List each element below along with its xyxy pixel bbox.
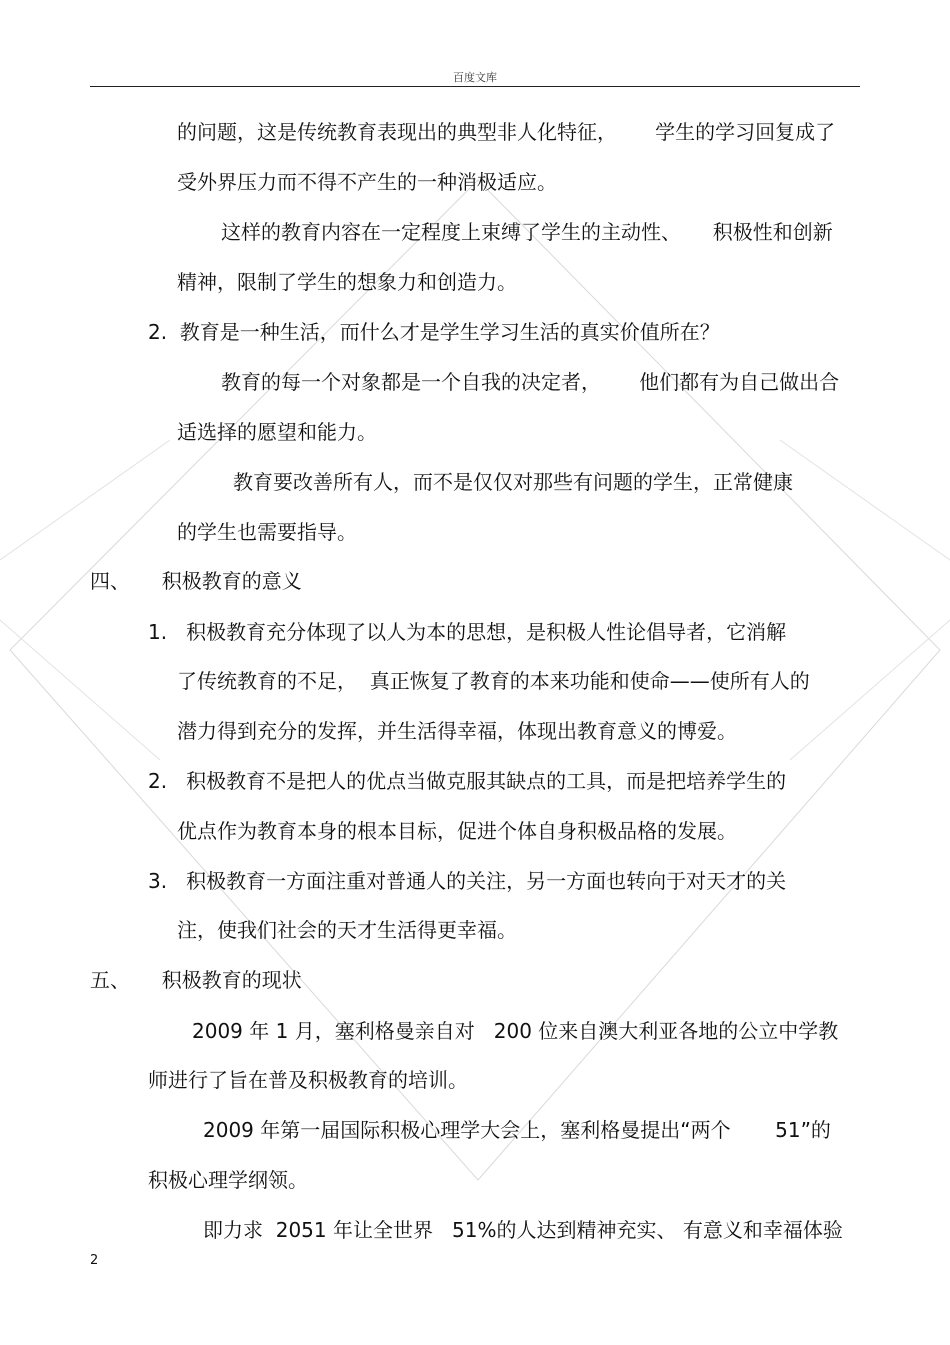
list-item: 3. 积极教育一方面注重对普通人的关注，另一方面也转向于对天才的关	[148, 869, 787, 893]
body-line: 潜力得到充分的发挥，并生活得幸福，体现出教育意义的博爱。	[177, 719, 737, 743]
body-line: 优点作为教育本身的根本目标，促进个体自身积极品格的发展。	[177, 819, 737, 843]
list-item: 1. 积极教育充分体现了以人为本的思想，是积极人性论倡导者，它消解	[148, 620, 787, 644]
body-line: 的问题，这是传统教育表现出的典型非人化特征， 学生的学习回复成了	[177, 120, 836, 144]
page-number: 2	[90, 1253, 99, 1268]
body-line: 积极心理学纲领。	[148, 1168, 308, 1192]
body-line: 2009 年第一届国际积极心理学大会上，塞利格曼提出“两个 51”的	[203, 1118, 831, 1142]
body-line: 教育要改善所有人，而不是仅仅对那些有问题的学生，正常健康	[233, 470, 793, 494]
body-line: 精神，限制了学生的想象力和创造力。	[177, 270, 517, 294]
list-item: 2. 积极教育不是把人的优点当做克服其缺点的工具，而是把培养学生的	[148, 769, 787, 793]
list-item-heading: 2. 教育是一种生活，而什么才是学生学习生活的真实价值所在？	[148, 320, 720, 344]
body-line: 了传统教育的不足， 真正恢复了教育的本来功能和使命——使所有人的	[177, 669, 810, 693]
body-line: 教育的每一个对象都是一个自我的决定者， 他们都有为自己做出合	[221, 370, 840, 394]
body-line: 2009 年 1 月，塞利格曼亲自对 200 位来自澳大利亚各地的公立中学教	[192, 1019, 839, 1043]
section-heading: 五、 积极教育的现状	[90, 968, 302, 992]
body-line: 适选择的愿望和能力。	[177, 420, 377, 444]
body-line: 这样的教育内容在一定程度上束缚了学生的主动性、 积极性和创新	[221, 220, 833, 244]
body-line: 的学生也需要指导。	[177, 520, 357, 544]
header-divider	[90, 86, 860, 87]
header-title: 百度文库	[453, 71, 497, 84]
body-line: 即力求 2051 年让全世界 51%的人达到精神充实、 有意义和幸福体验	[203, 1218, 843, 1242]
section-heading: 四、 积极教育的意义	[90, 569, 302, 593]
body-line: 受外界压力而不得不产生的一种消极适应。	[177, 170, 557, 194]
body-line: 师进行了旨在普及积极教育的培训。	[148, 1068, 468, 1092]
body-line: 注，使我们社会的天才生活得更幸福。	[177, 918, 517, 942]
